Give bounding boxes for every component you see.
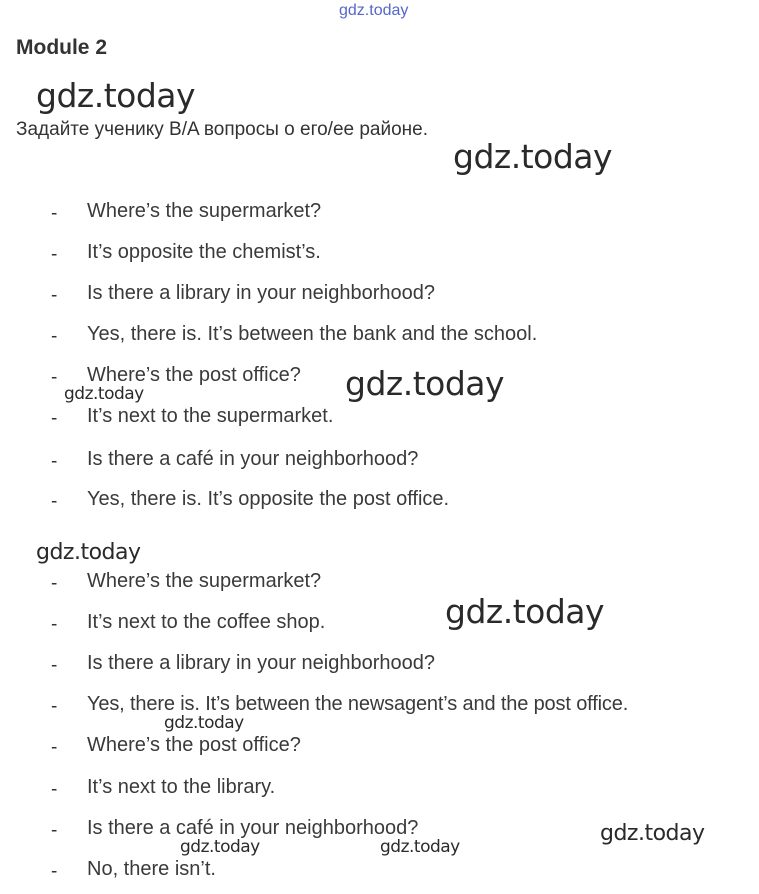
dash-marker: -	[51, 820, 58, 841]
dialogue-line: It’s next to the supermarket.	[87, 405, 334, 427]
watermark: gdz.today	[164, 713, 244, 733]
dialogue-line: Where’s the post office?	[87, 364, 301, 386]
watermark: gdz.today	[64, 384, 144, 404]
dash-marker: -	[51, 779, 58, 800]
watermark: gdz.today	[36, 540, 141, 565]
watermark: gdz.today	[380, 837, 460, 857]
watermark: gdz.today	[600, 821, 705, 846]
dialogue-line: Is there a café in your neighborhood?	[87, 817, 419, 839]
dialogue-line: Where’s the post office?	[87, 734, 301, 756]
dialogue-line: It’s next to the coffee shop.	[87, 611, 326, 633]
dash-marker: -	[51, 655, 58, 676]
dialogue-line: Yes, there is. It’s between the newsagent’s and the post office.	[87, 693, 629, 715]
instruction-text: Задайте ученику B/A вопросы о его/ее районе.	[16, 119, 429, 140]
dash-marker: -	[51, 326, 58, 347]
dash-marker: -	[51, 696, 58, 717]
dash-marker: -	[51, 491, 58, 512]
dialogue-line: Where’s the supermarket?	[87, 200, 322, 222]
watermark: gdz.today	[453, 137, 613, 176]
watermark: gdz.today	[180, 837, 260, 857]
dash-marker: -	[51, 285, 58, 306]
dialogue-line: Is there a café in your neighborhood?	[87, 448, 419, 470]
dash-marker: -	[51, 861, 58, 882]
dialogue-line: It’s opposite the chemist’s.	[87, 241, 321, 263]
module-title: Module 2	[16, 36, 108, 59]
dialogue-line: It’s next to the library.	[87, 776, 276, 798]
watermark: gdz.today	[345, 364, 505, 403]
watermark: gdz.today	[36, 76, 196, 115]
dash-marker: -	[51, 573, 58, 594]
watermark: gdz.today	[445, 592, 605, 631]
dash-marker: -	[51, 614, 58, 635]
dialogue-line: Is there a library in your neighborhood?	[87, 652, 435, 674]
dialogue-line: Is there a library in your neighborhood?	[87, 282, 435, 304]
dialogue-line: No, there isn’t.	[87, 858, 216, 880]
watermark-top: gdz.today	[339, 2, 409, 19]
dash-marker: -	[51, 451, 58, 472]
dash-marker: -	[51, 244, 58, 265]
dialogue-line: Yes, there is. It’s between the bank and the school.	[87, 323, 538, 345]
dialogue-line: Yes, there is. It’s opposite the post office.	[87, 488, 450, 510]
dash-marker: -	[51, 408, 58, 429]
dash-marker: -	[51, 367, 58, 388]
dialogue-line: Where’s the supermarket?	[87, 570, 322, 592]
dash-marker: -	[51, 737, 58, 758]
dash-marker: -	[51, 203, 58, 224]
